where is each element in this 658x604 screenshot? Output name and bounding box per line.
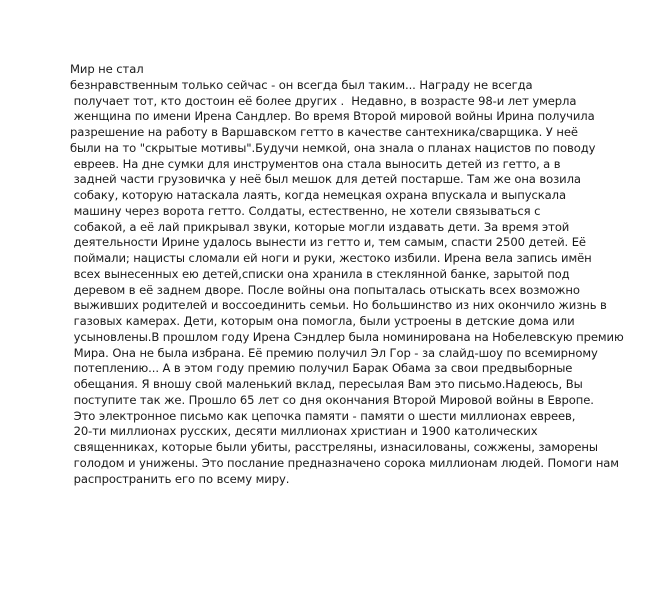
- text-line: священниках, которые были убиты, расстреляны, изнасилованы, сожжены, заморены: [70, 440, 598, 454]
- text-line: газовых камерах. Дети, которым она помогла, были устроены в детские дома или: [70, 314, 575, 328]
- text-line: распространить его по всему миру.: [70, 471, 290, 486]
- text-line: деревом в её заднем дворе. После войны она попыталась отыскать всех возможно: [70, 282, 580, 297]
- text-line: были на то "скрытые мотивы".Будучи немкой, она знала о планах нацистов по поводу: [70, 140, 596, 155]
- text-line: обещания. Я вношу свой маленький вклад, пересылая Вам это письмо.Надеюсь, Вы: [70, 377, 583, 391]
- text-line: усыновлены.В прошлом году Ирена Сэндлер была номинирована на Нобелевскую премию: [70, 329, 624, 344]
- text-line: потеплению... А в этом году премию получил Барак Обама за свои предвыборные: [70, 361, 573, 376]
- text-line: голодом и унижены. Это послание предназначено сорока миллионам людей. Помоги нам: [70, 455, 619, 470]
- text-line: Это электронное письмо как цепочка памяти - памяти о шести миллионах евреев,: [70, 408, 576, 423]
- text-line: безнравственным только сейчас - он всегда был таким... Награду не всегда: [70, 77, 533, 92]
- text-line: собаку, которую натаскала лаять, когда немецкая охрана впускала и выпускала: [70, 188, 566, 202]
- text-line: Мир не стал: [70, 62, 144, 76]
- text-line: задней части грузовичка у неё был мешок для детей постарше. Там же она возила: [70, 172, 581, 187]
- text-line: поступите так же. Прошло 65 лет со дня окончания Второй Мировой войны в Европе.: [70, 392, 594, 407]
- text-line: всех вынесенных ею детей,списки она хранила в стеклянной банке, зарытой под: [70, 266, 570, 281]
- text-line: Мира. Она не была избрана. Её премию получил Эл Гор - за слайд-шоу по всемирному: [70, 345, 598, 360]
- text-line: женщина по имени Ирена Сандлер. Во время Второй мировой войны Ирина получила: [70, 109, 595, 124]
- text-line: выживших родителей и воссоединить семьи. Но большинство из них окончило жизнь в: [70, 298, 607, 313]
- letter-text: [70, 62, 624, 487]
- text-line: собакой, а её лай прикрывал звуки, которые могли издавать дети. За время этой: [70, 219, 570, 234]
- text-line: разрешение на работу в Варшавском гетто в качестве сантехника/сварщика. У неё: [70, 125, 578, 139]
- text-line: деятельности Ирине удалось вынести из гетто и, тем самым, спасти 2500 детей. Её: [70, 235, 586, 250]
- text-line: машину через ворота гетто. Солдаты, естественно, не хотели связываться с: [70, 203, 541, 218]
- text-line: поймали; нацисты сломали ей ноги и руки, жестоко избили. Ирена вела запись имён: [70, 251, 592, 265]
- text-line: евреев. На дне сумки для инструментов она стала выносить детей из гетто, а в: [70, 156, 561, 171]
- text-line: получает тот, кто достоин её более других . Недавно, в возрасте 98-и лет умерла: [70, 93, 577, 108]
- text-line: 20-ти миллионах русских, десяти миллионах христиан и 1900 католических: [70, 424, 538, 439]
